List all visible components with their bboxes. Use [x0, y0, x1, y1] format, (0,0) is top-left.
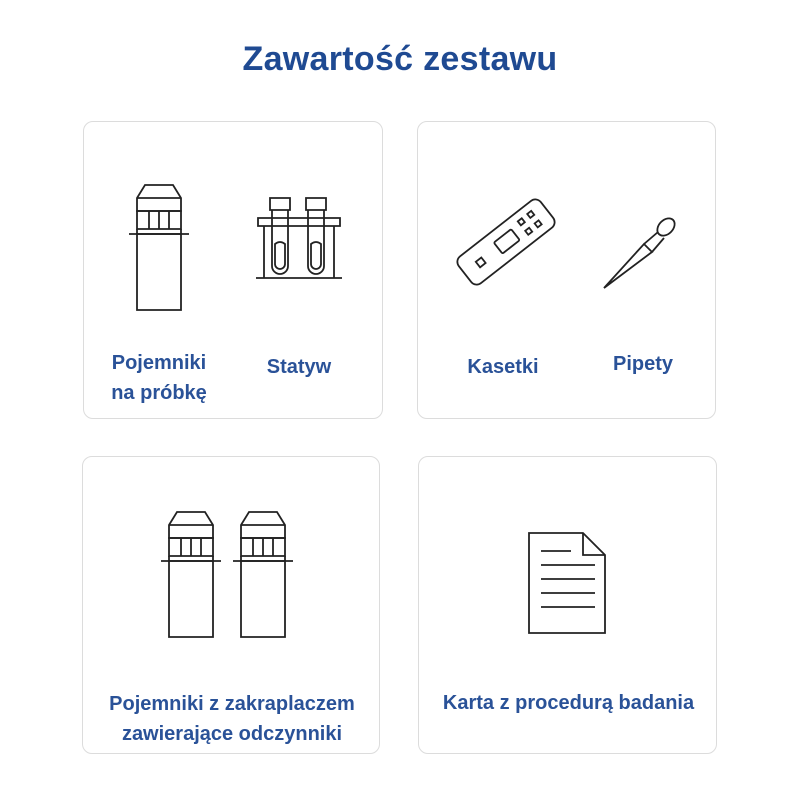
label-rack: Statyw: [266, 356, 332, 378]
page-title: Zawartość zestawu: [242, 40, 558, 78]
label-dropper-bottles: Pojemniki z zakraplaczem zawierające odczynniki: [109, 693, 355, 745]
card-cassettes-pipettes: [417, 121, 716, 419]
test-tube-rack-icon: [254, 194, 344, 284]
pipette-icon: [602, 210, 682, 290]
label-pipettes: Pipety: [612, 353, 674, 375]
label-cassettes: Kasetki: [467, 356, 539, 378]
card-sample-containers-rack: [83, 121, 383, 419]
label-sample-containers: Pojemniki na próbkę: [111, 352, 207, 404]
test-cassette-icon: [446, 187, 566, 297]
label-procedure-card: Karta z procedurą badania: [442, 692, 695, 714]
card-procedure-card: [418, 456, 717, 754]
document-icon: [527, 531, 607, 635]
sample-container-icon: [129, 182, 189, 312]
card-dropper-bottles: [82, 456, 380, 754]
dropper-bottles-icon: [161, 509, 293, 639]
